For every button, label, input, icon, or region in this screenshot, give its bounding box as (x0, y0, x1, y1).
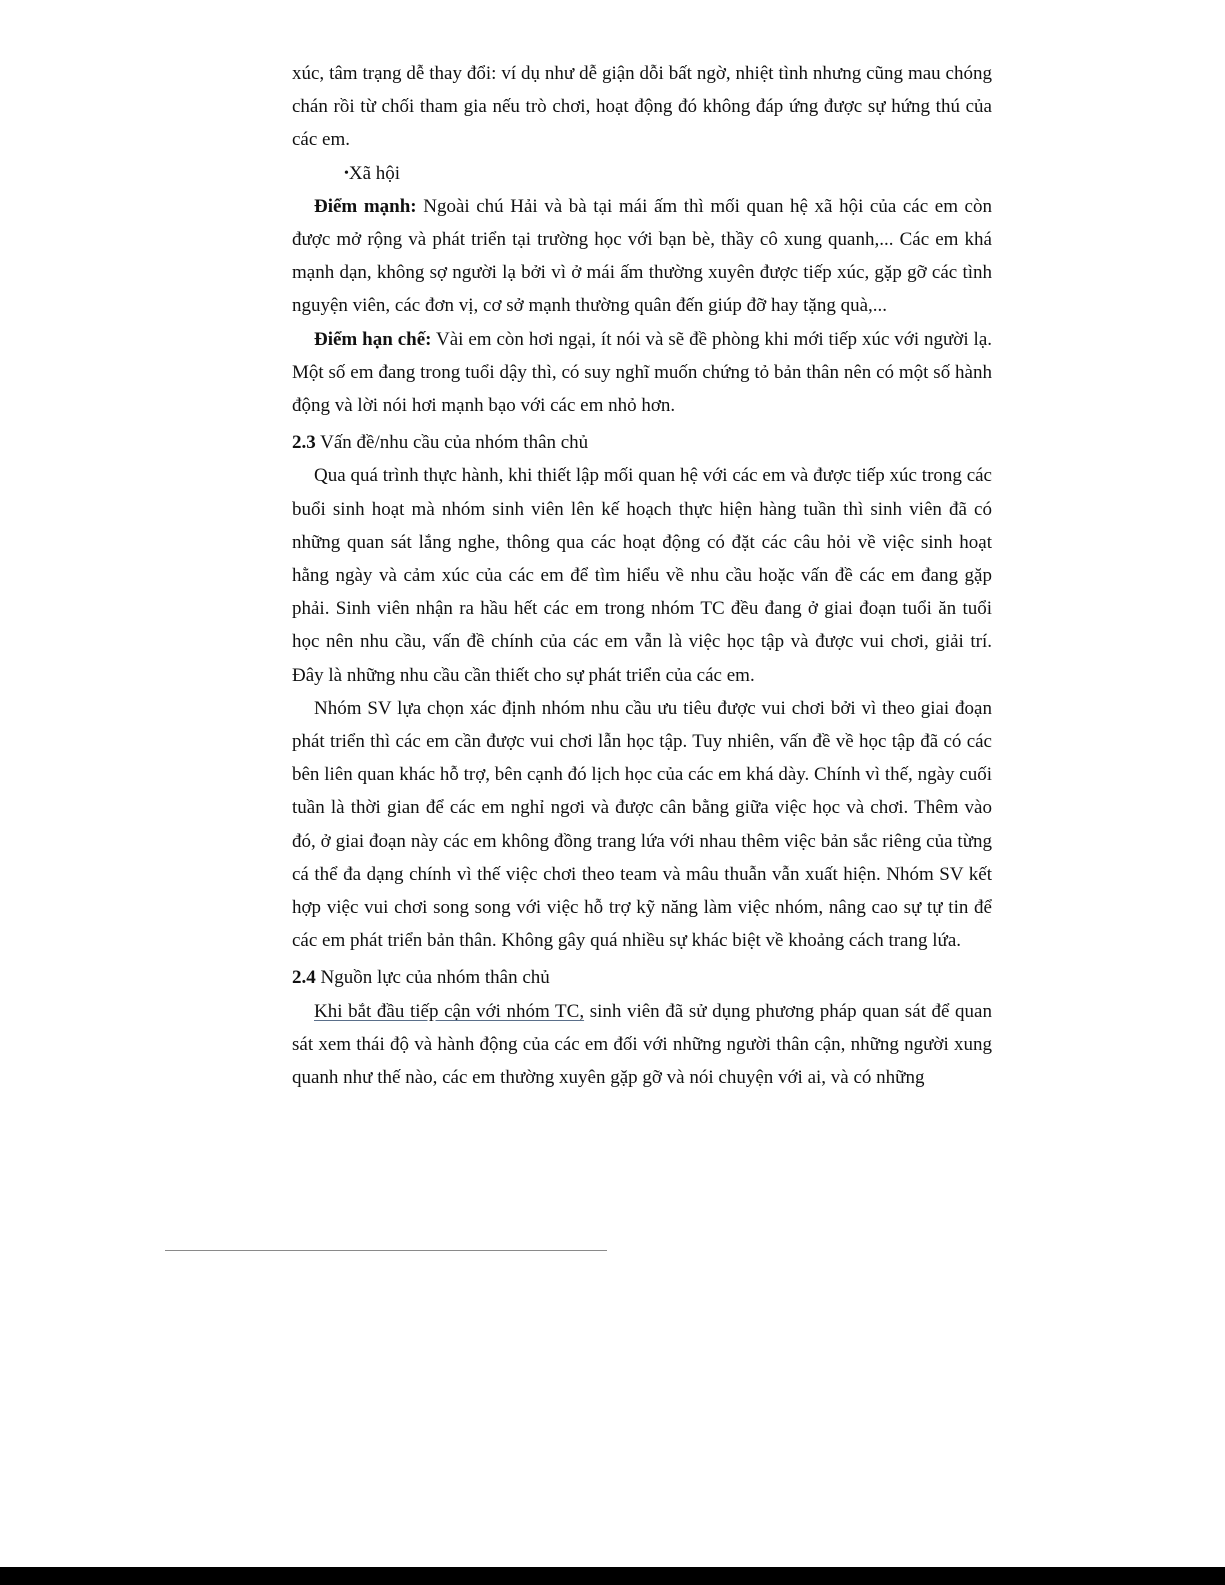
underlined-phrase: Khi bắt đầu tiếp cận với nhóm TC, (314, 1000, 585, 1022)
bullet-glyph: • (344, 165, 349, 181)
paragraph-needs-priority: Nhóm SV lựa chọn xác định nhóm nhu cầu ưu tiêu được vui chơi bởi vì theo giai đoạn phát triển thì các em cần được vui chơi lẫn học tập. Tuy nhiên, vấn đề về học tập đã có các bên liên quan khác hỗ trợ, bên cạnh đó lịch học của các em khá dày. Chính vì thế, ngày cuối tuần là thời gian để các em nghỉ ngơi và được cân bằng giữa việc học và chơi. Thêm vào đó, ở giai đoạn này các em không đồng trang lứa với nhau thêm việc bản sắc riêng của từng cá thể đa dạng chính vì thế việc chơi theo team và mâu thuẫn vẫn xuất hiện. Nhóm SV kết hợp việc vui chơi song song với việc hỗ trợ kỹ năng làm việc nhóm, nâng cao sự tự tin để các em phát triển bản thân. Không gây quá nhiều sự khác biệt về khoảng cách trang lứa. (292, 697, 992, 952)
strengths-text: Ngoài chú Hải và bà tại mái ấm thì mối quan hệ xã hội của các em còn được mở rộng và phát triển tại trường học với bạn bè, thầy cô xung quanh,... Các em khá mạnh dạn, không sợ người lạ bởi vì ở mái ấm thường xuyên được tiếp xúc, gặp gỡ các tình nguyện viên, các đơn vị, cơ sở mạnh thường quân đến giúp đỡ hay tặng quà,... (292, 195, 992, 317)
section-heading-2-3 (292, 426, 992, 459)
limitations-text: Vài em còn hơi ngại, ít nói và sẽ đề phòng khi mới tiếp xúc với người lạ. Một số em đang trong tuổi dậy thì, có suy nghĩ muốn chứng tỏ bản thân nên có một số hành động và lời nói hơi mạnh bạo với các em nhỏ hơn. (292, 328, 992, 417)
footnote-separator (165, 1250, 607, 1251)
section-number-2-4: 2.4 (292, 967, 316, 989)
section-number-2-3: 2.3 (292, 432, 316, 454)
paragraph-resources (292, 995, 992, 1095)
section-heading-2-4 (292, 961, 992, 994)
strengths-label: Điểm mạnh: (314, 195, 417, 217)
section-title-2-3: Vấn đề/nhu cầu của nhóm thân chủ (315, 432, 589, 454)
paragraph-needs-observation: Qua quá trình thực hành, khi thiết lập mối quan hệ với các em và được tiếp xúc trong các buổi sinh hoạt mà nhóm sinh viên lên kế hoạch thực hiện hàng tuần thì sinh viên đã có những quan sát lắng nghe, thông qua các hoạt động có đặt các câu hỏi về việc sinh hoạt hằng ngày và cảm xúc của các em để tìm hiểu về nhu cầu hoặc vấn đề các em đang gặp phải. Sinh viên nhận ra hầu hết các em trong nhóm TC đều đang ở giai đoạn tuổi ăn tuổi học nên nhu cầu, vấn đề chính của các em vẫn là việc học tập và được vui chơi, giải trí. Đây là những nhu cầu cần thiết cho sự phát triển của các em. (292, 465, 992, 686)
bullet-social (292, 157, 992, 190)
document-body (292, 57, 992, 1094)
limitations-label: Điểm hạn chế: (314, 328, 432, 350)
paragraph-limitations (292, 323, 992, 423)
resources-text: sinh viên đã sử dụng phương pháp quan sát để quan sát xem thái độ và hành động của các em đối với những người thân cận, những người xung quanh như thế nào, các em thường xuyên gặp gỡ và nói chuyện với ai, và có những (292, 1000, 992, 1089)
paragraph-emotion-continuation: xúc, tâm trạng dễ thay đổi: ví dụ như dễ giận dỗi bất ngờ, nhiệt tình nhưng cũng mau chóng chán rồi từ chối tham gia nếu trò chơi, hoạt động đó không đáp ứng được sự hứng thú của các em. (292, 63, 992, 151)
page-bottom-edge (0, 1567, 1225, 1585)
paragraph-strengths (292, 190, 992, 323)
section-title-2-4: Nguồn lực của nhóm thân chủ (315, 967, 550, 989)
bullet-social-label: Xã hội (348, 162, 401, 184)
